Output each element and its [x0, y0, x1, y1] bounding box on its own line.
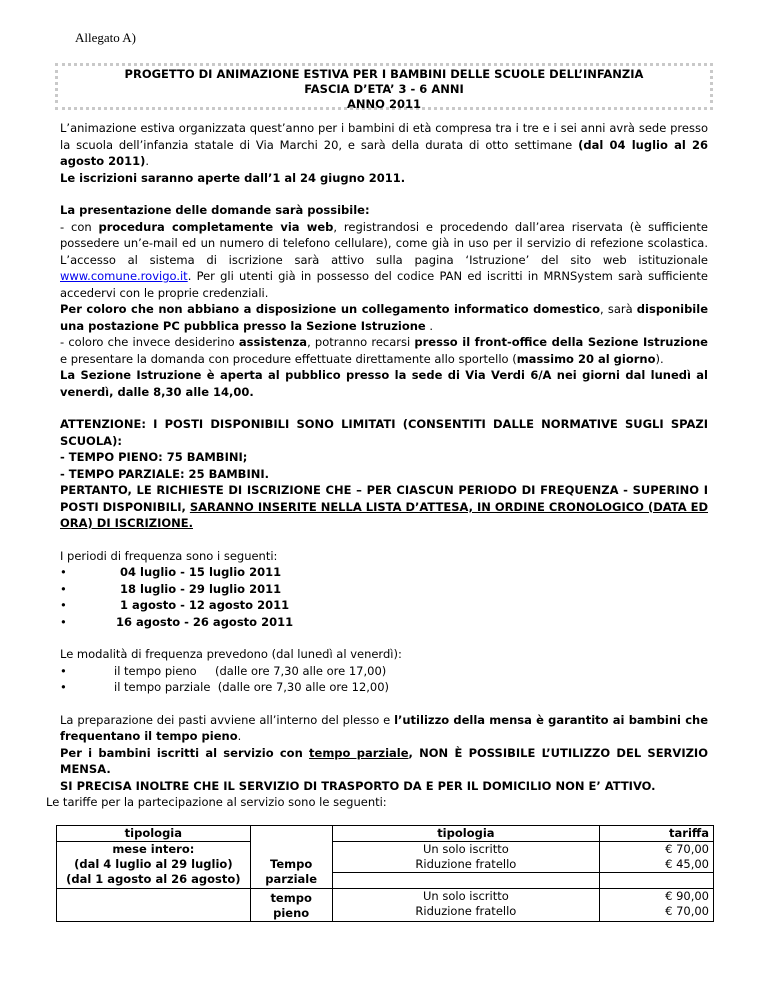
tariffe-intro: Le tariffe per la partecipazione al servizio sono le seguenti:: [46, 795, 387, 809]
mensa-paragraph: La preparazione dei pasti avviene all’interno del plesso e l’utilizzo della mensa è garantito ai bambini che frequentano il tempo pieno.: [60, 712, 708, 743]
modalita-heading: Le modalità di frequenza prevedono (dal lunedì al venerdì):: [60, 647, 402, 661]
intro-paragraph: L’animazione estiva organizzata quest’anno per i bambini di età compresa tra i tre e i sei anni avrà sede presso la scuola dell’infanzia statale di Via Marchi 20, e sarà della durata di otto settimane (dal 04 luglio al 26 agosto 2011).: [60, 121, 709, 168]
presentazione-web: - con procedura completamente via web, registrandosi e procedendo dall’area riservata (è sufficiente possedere un’e-mail ed un numero di telefono cellulare), come già in uso per il servizio di refezione scolastica. L’accesso al sistema di iscrizione sarà attivo sulla pagina ‘Istruzione’ del sito web istituzionale www.comune.rovigo.it. Per gli utenti già in possesso del codice PAN ed iscritti in MRNSystem sarà sufficiente accedervi con le proprie credenziali.: [60, 219, 709, 300]
allegato-label: Allegato A): [75, 30, 137, 45]
tempo-pieno-cell: tempo pieno: [250, 889, 332, 922]
title-line-1: PROGETTO DI ANIMAZIONE ESTIVA PER I BAMBINI DELLE SCUOLE DELL’INFANZIA: [124, 67, 644, 81]
intro-dates: (dal 04 luglio al 26 agosto 2011): [60, 137, 709, 168]
table-cell: Un solo iscritto Riduzione fratello: [332, 842, 600, 873]
document-body: [46, 120, 709, 811]
table-cell: € 90,00 € 70,00: [600, 889, 714, 922]
tariffe-table: [56, 825, 714, 922]
iscrizioni-dates: Le iscrizioni saranno aperte dall’1 al 24 giugno 2011.: [60, 170, 406, 185]
list-item: • 18 luglio - 29 luglio 2011: [60, 581, 282, 596]
table-cell: € 70,00 € 45,00: [600, 842, 714, 873]
trasporto-note: SI PRECISA INOLTRE CHE IL SERVIZIO DI TRASPORTO DA E PER IL DOMICILIO NON E’ ATTIVO.: [60, 778, 656, 793]
mensa-parziale: Per i bambini iscritti al servizio con tempo parziale, NON È POSSIBILE L’UTILIZZO DEL SERVIZIO MENSA.: [60, 745, 708, 776]
table-row: [57, 826, 714, 842]
list-item: • il tempo pieno (dalle ore 7,30 alle ore 17,00): [60, 663, 387, 678]
comune-link[interactable]: www.comune.rovigo.it: [60, 269, 188, 283]
lista-attesa: PERTANTO, LE RICHIESTE DI ISCRIZIONE CHE – PER CIASCUN PERIODO DI FREQUENZA - SUPERINO I POSTI DISPONIBILI, SARANNO INSERITE NELLA LISTA D’ATTESA, IN ORDINE CRONOLOGICO (DATA ED ORA) DI ISCRIZIONE.: [60, 483, 709, 530]
modalita-list: [60, 663, 708, 696]
attenzione-posti: ATTENZIONE: I POSTI DISPONIBILI SONO LIMITATI (CONSENTITI DALLE NORMATIVE SUGLI SPAZI SCUOLA):: [60, 417, 708, 448]
list-item: • il tempo parziale (dalle ore 7,30 alle ore 12,00): [60, 680, 390, 694]
list-item: • 16 agosto - 26 agosto 2011: [60, 614, 294, 629]
table-row: [57, 889, 714, 922]
table-row: [57, 842, 714, 873]
list-item: • 04 luglio - 15 luglio 2011: [60, 565, 282, 579]
title-line-2: FASCIA D’ETA’ 3 - 6 ANNI: [304, 82, 464, 96]
header-tariffa: tariffa: [600, 826, 714, 842]
tempo-parziale-cell: Tempo parziale: [250, 842, 332, 889]
tempo-parziale-posti: - TEMPO PARZIALE: 25 BAMBINI.: [60, 466, 269, 481]
orari-sezione: La Sezione Istruzione è aperta al pubblico presso la sede di Via Verdi 6/A nei giorni dal lunedì al venerdì, dalle 8,30 alle 14,00.: [60, 368, 708, 399]
title-line-3: ANNO 2011: [347, 97, 421, 111]
header-tipologia: tipologia: [332, 826, 600, 842]
presentazione-pc: Per coloro che non abbiano a disposizione un collegamento informatico domestico, sarà disponibile una postazione PC pubblica presso la Sezione Istruzione .: [60, 302, 708, 333]
title-banner: [55, 63, 713, 110]
periodi-list: [60, 564, 708, 630]
table-cell: Un solo iscritto Riduzione fratello: [332, 889, 600, 922]
list-item: • 1 agosto - 12 agosto 2011: [60, 598, 290, 612]
presentazione-front-office: - coloro che invece desiderino assistenza, potranno recarsi presso il front-office della Sezione Istruzione e presentare la domanda con procedure effettuate direttamente allo sportello (massimo 20 al giorno).: [60, 335, 708, 366]
presentazione-heading: La presentazione delle domande sarà possibile:: [60, 203, 370, 217]
periodi-heading: I periodi di frequenza sono i seguenti:: [60, 548, 278, 563]
tempo-pieno-posti: - TEMPO PIENO: 75 BAMBINI;: [60, 450, 248, 464]
header-tipologia: tipologia: [57, 826, 251, 842]
mese-intero-cell: mese intero: (dal 4 luglio al 29 luglio) (dal 1 agosto al 26 agosto): [57, 842, 251, 889]
